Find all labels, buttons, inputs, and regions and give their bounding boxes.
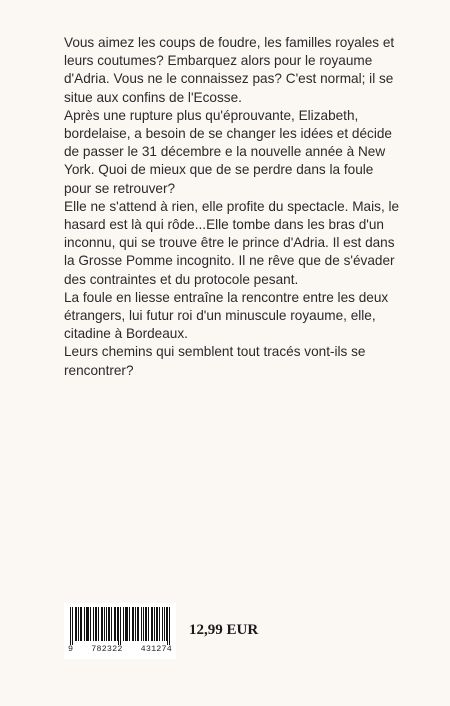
barcode-bar: [95, 607, 96, 641]
blurb-paragraph-4: La foule en liesse entraîne la rencontre entre les deux étrangers, lui futur roi d'un minuscule royaume, elle, citadine à Bordeaux.: [64, 289, 389, 342]
blurb-paragraph-2: Après une rupture plus qu'éprouvante, Elizabeth, bordelaise, a besoin de se changer les idées et décide de passer le 31 décembre e la nouvelle année à New York. Quoi de mieux que de se perdre dans la foule pour se retrouver?: [64, 107, 392, 196]
barcode-bar: [80, 607, 81, 641]
isbn-group-2: 431274: [140, 644, 172, 654]
barcode-bar: [169, 607, 170, 645]
barcode-bar: [87, 607, 88, 641]
barcode-bar: [148, 607, 149, 641]
barcode-bar: [118, 607, 119, 645]
barcode-bar: [104, 607, 105, 641]
isbn-barcode: [64, 603, 176, 659]
barcode-bar: [133, 607, 134, 641]
barcode-bar: [151, 607, 152, 641]
blurb-paragraph-5: Leurs chemins qui semblent tout tracés vont-ils se rencontrer?: [64, 344, 366, 378]
barcode-bar: [81, 607, 82, 641]
barcode-bar: [102, 607, 103, 641]
barcode-bar: [115, 607, 116, 641]
barcode-bar: [126, 607, 127, 641]
barcode-bar: [132, 607, 133, 641]
price-label: 12,99 EUR: [189, 622, 259, 638]
barcode-bar: [75, 607, 76, 641]
barcode-bars: [70, 607, 170, 645]
barcode-bar: [72, 607, 73, 645]
barcode-bar: [146, 607, 147, 641]
barcode-bar: [159, 607, 160, 641]
blurb-paragraph-1: Vous aimez les coups de foudre, les familles royales et leurs coutumes? Embarquez alors pour le royaume d'Adria. Vous ne le connaissez pas? C'est normal; il se situe aux confins de l'Ecosse.: [64, 35, 395, 105]
barcode-bar: [86, 607, 87, 641]
barcode-bar: [152, 607, 153, 641]
blurb-paragraph-3: Elle ne s'attend à rien, elle profite du spectacle. Mais, le hasard est là qui rôde...Elle tombe dans les bras d'un inconnu, qui se trouve être le prince d'Adria. Il est dans la Grosse Pomme incognito. Il ne rêve que de s'évader des contraintes et du protocole pesant.: [64, 198, 400, 287]
barcode-bar: [117, 607, 118, 641]
barcode-bar: [108, 607, 109, 641]
back-cover-blurb: [64, 34, 400, 380]
isbn-prefix: 9: [68, 644, 74, 654]
barcode-bar: [98, 607, 99, 641]
barcode-bar: [106, 607, 107, 641]
barcode-bar: [123, 607, 124, 641]
isbn-group-1: 782322: [91, 644, 123, 654]
barcode-bar: [78, 607, 79, 641]
barcode-bar: [164, 607, 165, 641]
barcode-bar: [143, 607, 144, 641]
barcode-bar: [162, 607, 163, 641]
barcode-bar: [166, 607, 167, 641]
barcode-bar: [76, 607, 77, 641]
barcode-bar: [127, 607, 128, 641]
barcode-bar: [154, 607, 155, 641]
barcode-bar: [109, 607, 110, 641]
barcode-bar: [120, 607, 121, 645]
barcode-bar: [137, 607, 138, 641]
barcode-bar: [114, 607, 115, 641]
barcode-bar: [101, 607, 102, 641]
barcode-bar: [129, 607, 130, 641]
barcode-bar: [88, 607, 89, 641]
barcode-bar: [90, 607, 91, 641]
barcode-bar: [145, 607, 146, 641]
barcode-bar: [138, 607, 139, 641]
barcode-bar: [70, 607, 71, 645]
barcode-bar: [167, 607, 168, 645]
barcode-bar: [84, 607, 85, 641]
barcode-bar: [135, 607, 136, 641]
barcode-bar: [156, 607, 157, 641]
barcode-bar: [157, 607, 158, 641]
isbn-number: [64, 644, 176, 654]
barcode-bar: [93, 607, 94, 641]
barcode-bar: [111, 607, 112, 641]
barcode-bar: [125, 607, 126, 641]
barcode-bar: [96, 607, 97, 641]
barcode-bar: [141, 607, 142, 641]
